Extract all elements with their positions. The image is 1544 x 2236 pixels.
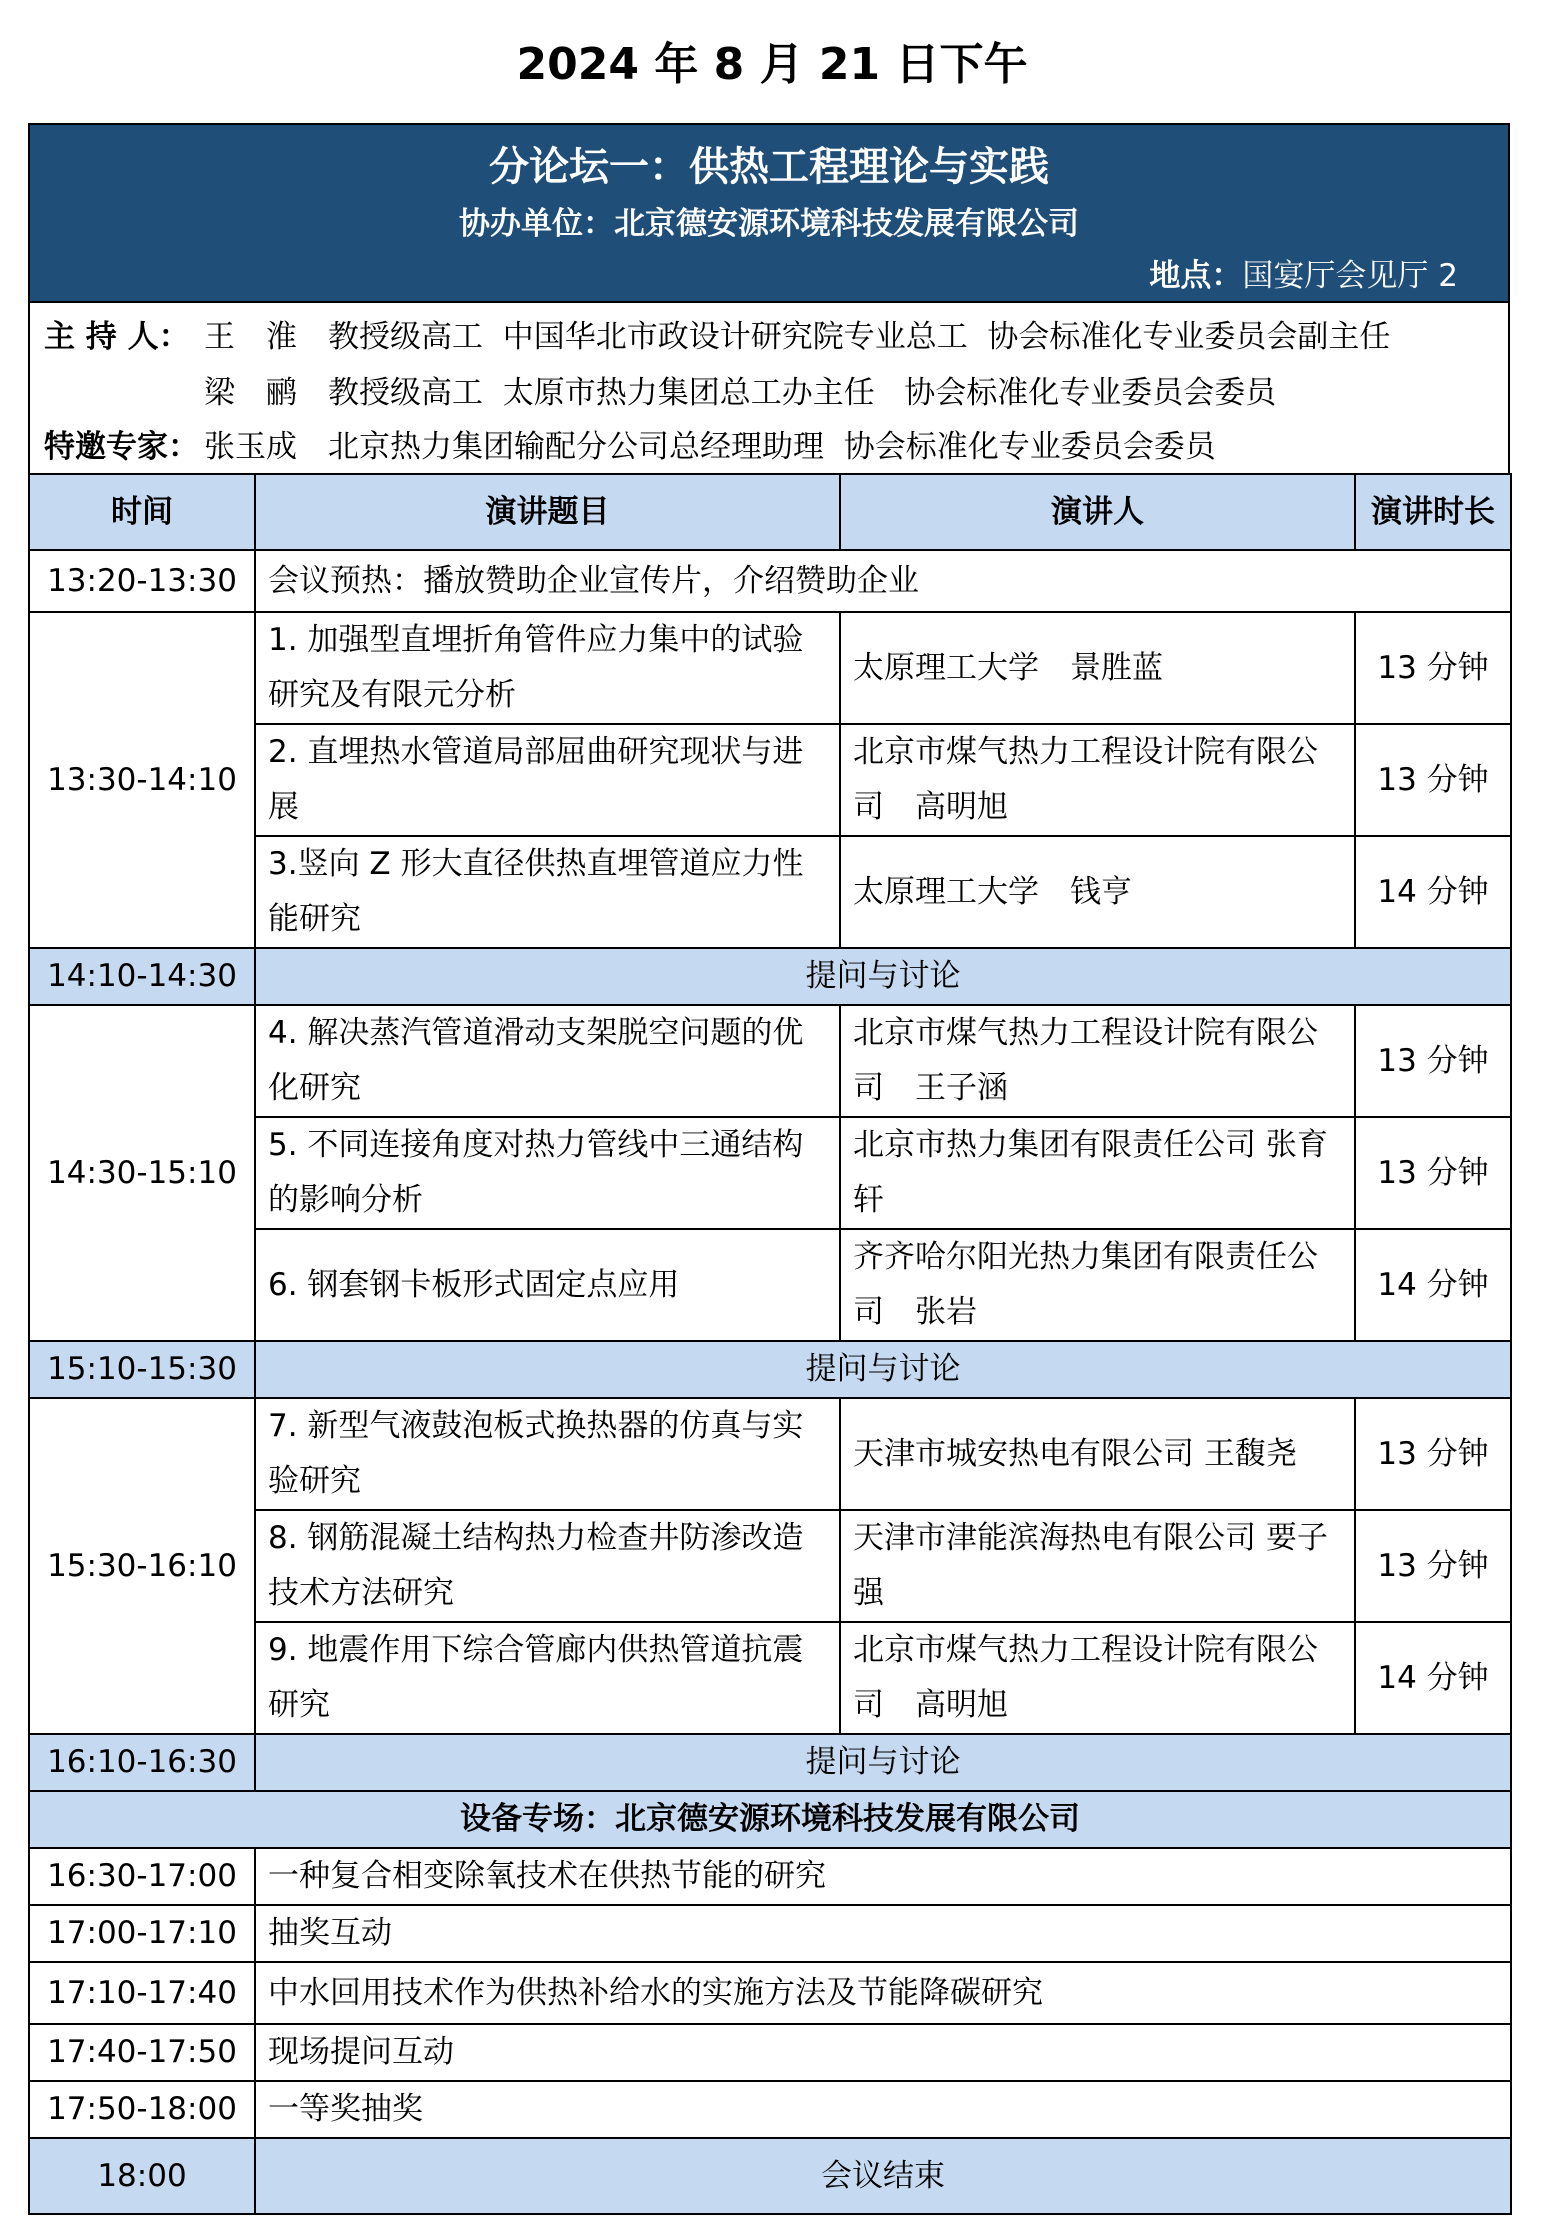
host-line-1: [44, 315, 1390, 359]
time-cell: 17:40-17:50: [29, 2024, 255, 2081]
item-text: 中水回用技术作为供热补给水的实施方法及节能降碳研究: [255, 1962, 1511, 2024]
table-row: [29, 2024, 1511, 2081]
talk-speaker: 北京市煤气热力工程设计院有限公司 王子涵: [840, 1005, 1355, 1117]
talk-duration: 14 分钟: [1355, 1622, 1511, 1734]
talk-title: 1. 加强型直埋折角管件应力集中的试验研究及有限元分析: [255, 612, 840, 724]
table-row: [29, 550, 1511, 612]
table-row: [29, 1962, 1511, 2024]
schedule-table: [28, 473, 1512, 2215]
talk-speaker: 北京市煤气热力工程设计院有限公司 高明旭: [840, 1622, 1355, 1734]
col-header-title: 演讲题目: [255, 474, 840, 550]
time-cell: 16:30-17:00: [29, 1848, 255, 1905]
table-row: [29, 1848, 1511, 1905]
item-text: 抽奖互动: [255, 1905, 1511, 1962]
time-cell: 13:30-14:10: [29, 612, 255, 948]
talk-title: 2. 直埋热水管道局部屈曲研究现状与进展: [255, 724, 840, 836]
item-text: 一等奖抽奖: [255, 2081, 1511, 2138]
warmup-text: 会议预热：播放赞助企业宣传片，介绍赞助企业: [255, 550, 1511, 612]
hosts-section: [28, 303, 1510, 475]
qa-text: 提问与讨论: [255, 948, 1511, 1005]
talk-speaker: 太原理工大学 钱亨: [840, 836, 1355, 948]
expert-label: 特邀专家：: [44, 429, 199, 465]
time-cell: 16:10-16:30: [29, 1734, 255, 1791]
talk-speaker: 天津市城安热电有限公司 王馥尧: [840, 1398, 1355, 1510]
page-title: 2024 年 8 月 21 日下午: [516, 39, 1028, 90]
talk-speaker: 齐齐哈尔阳光热力集团有限责任公司 张岩: [840, 1229, 1355, 1341]
location-label: 地点：: [1149, 258, 1243, 294]
table-row: [29, 1398, 1511, 1510]
table-row: [29, 1905, 1511, 1962]
time-cell: 15:10-15:30: [29, 1341, 255, 1398]
item-text: 现场提问互动: [255, 2024, 1511, 2081]
item-text: 一种复合相变除氧技术在供热节能的研究: [255, 1848, 1511, 1905]
table-row: [29, 1005, 1511, 1117]
time-cell: 17:00-17:10: [29, 1905, 255, 1962]
time-cell: 13:20-13:30: [29, 550, 255, 612]
time-cell: 15:30-16:10: [29, 1398, 255, 1734]
talk-title: 5. 不同连接角度对热力管线中三通结构的影响分析: [255, 1117, 840, 1229]
location-value: 国宴厅会见厅 2: [1242, 258, 1458, 294]
talk-speaker: 北京市煤气热力工程设计院有限公司 高明旭: [840, 724, 1355, 836]
talk-duration: 13 分钟: [1355, 1117, 1511, 1229]
qa-row: [29, 948, 1511, 1005]
equipment-title-row: [29, 1791, 1511, 1848]
col-header-speaker: 演讲人: [840, 474, 1355, 550]
host-2: 梁 鹂 教授级高工 太原市热力集团总工办主任 协会标准化专业委员会委员: [204, 375, 1277, 411]
talk-title: 6. 钢套钢卡板形式固定点应用: [255, 1229, 840, 1341]
col-header-duration: 演讲时长: [1355, 474, 1511, 550]
qa-text: 提问与讨论: [255, 1341, 1511, 1398]
talk-speaker: 太原理工大学 景胜蓝: [840, 612, 1355, 724]
forum-header: [28, 123, 1510, 303]
talk-duration: 13 分钟: [1355, 1510, 1511, 1622]
talk-title: 8. 钢筋混凝土结构热力检查井防渗改造技术方法研究: [255, 1510, 840, 1622]
talk-speaker: 天津市津能滨海热电有限公司 要子强: [840, 1510, 1355, 1622]
talk-duration: 13 分钟: [1355, 1005, 1511, 1117]
forum-title: 分论坛一：供热工程理论与实践: [489, 144, 1049, 190]
talk-duration: 14 分钟: [1355, 1229, 1511, 1341]
equipment-title: 设备专场：北京德安源环境科技发展有限公司: [29, 1791, 1511, 1848]
location: [1149, 253, 1458, 299]
table-row: [29, 2081, 1511, 2138]
host-line-2: [44, 371, 1276, 415]
qa-row: [29, 1734, 1511, 1791]
talk-duration: 13 分钟: [1355, 724, 1511, 836]
talk-title: 9. 地震作用下综合管廊内供热管道抗震研究: [255, 1622, 840, 1734]
talk-speaker: 北京市热力集团有限责任公司 张育轩: [840, 1117, 1355, 1229]
talk-duration: 14 分钟: [1355, 836, 1511, 948]
expert-1: 张玉成 北京热力集团输配分公司总经理助理 协会标准化专业委员会委员: [204, 429, 1216, 465]
talk-title: 7. 新型气液鼓泡板式换热器的仿真与实验研究: [255, 1398, 840, 1510]
qa-text: 提问与讨论: [255, 1734, 1511, 1791]
talk-title: 3.竖向 Z 形大直径供热直埋管道应力性能研究: [255, 836, 840, 948]
talk-duration: 13 分钟: [1355, 1398, 1511, 1510]
col-header-time: 时间: [29, 474, 255, 550]
host-1: 王 淮 教授级高工 中国华北市政设计研究院专业总工 协会标准化专业委员会副主任: [204, 319, 1391, 355]
table-row: [29, 612, 1511, 724]
host-label: 主 持 人：: [44, 319, 190, 355]
table-header-row: [29, 474, 1511, 550]
time-cell: 14:10-14:30: [29, 948, 255, 1005]
co-organizer: 协办单位：北京德安源环境科技发展有限公司: [459, 206, 1079, 242]
time-cell: 18:00: [29, 2138, 255, 2214]
talk-duration: 13 分钟: [1355, 612, 1511, 724]
time-cell: 17:10-17:40: [29, 1962, 255, 2024]
qa-row: [29, 1341, 1511, 1398]
time-cell: 14:30-15:10: [29, 1005, 255, 1341]
end-row: [29, 2138, 1511, 2214]
time-cell: 17:50-18:00: [29, 2081, 255, 2138]
expert-line: [44, 425, 1216, 469]
end-text: 会议结束: [255, 2138, 1511, 2214]
talk-title: 4. 解决蒸汽管道滑动支架脱空问题的优化研究: [255, 1005, 840, 1117]
